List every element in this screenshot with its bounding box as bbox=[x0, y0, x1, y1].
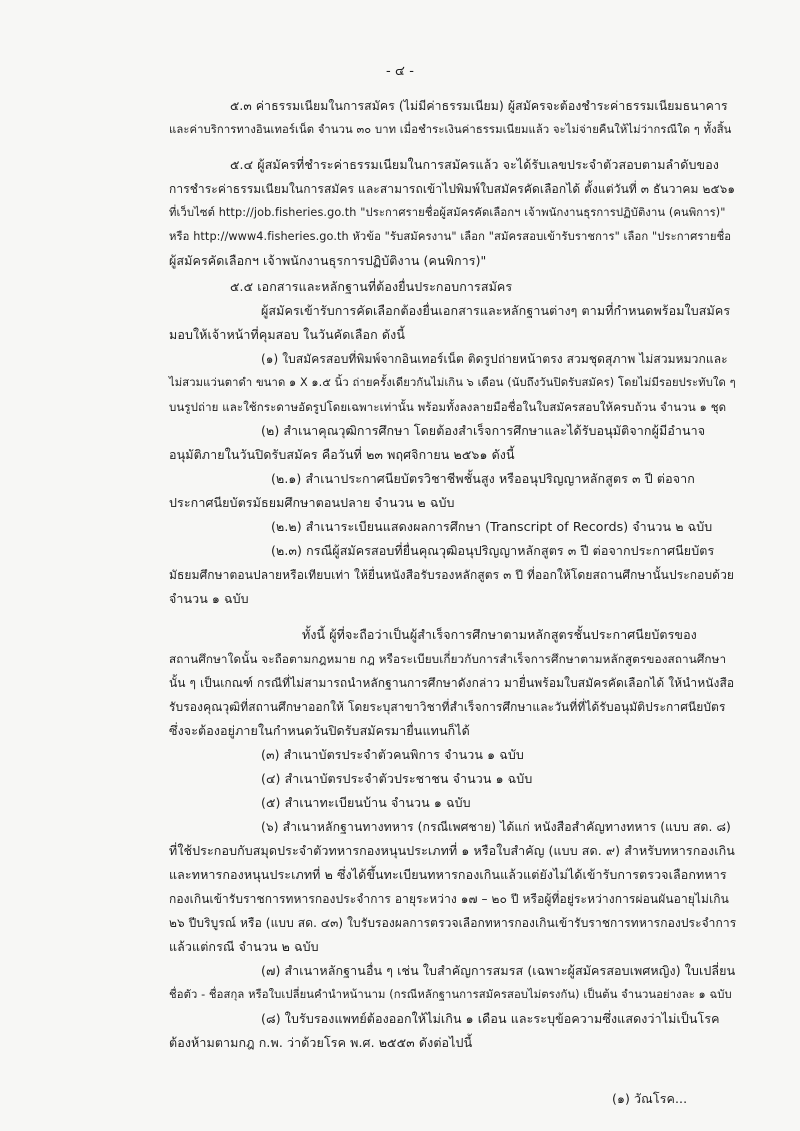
text-line: และค่าบริการทางอินเทอร์เน็ต จำนวน ๓๐ บาท เมื่อชำระเงินค่าธรรมเนียมแล้ว จะไม่จ่ายคืนให้ไม่ว่ากรณีใด ๆ ทั้งสิ้น bbox=[169, 123, 732, 136]
text-line: ทั้งนี้ ผู้ที่จะถือว่าเป็นผู้สำเร็จการศึกษาตามหลักสูตรชั้นประกาศนียบัตรของ bbox=[302, 627, 697, 642]
text-line: (๒) สำเนาคุณวุฒิการศึกษา โดยต้องสำเร็จการศึกษาและได้รับอนุมัติจากผู้มีอำนาจ bbox=[261, 423, 706, 438]
text-line: ประกาศนียบัตรมัธยมศึกษาตอนปลาย จำนวน ๒ ฉบับ bbox=[169, 495, 455, 510]
text-line: (๓) สำเนาบัตรประจำตัวคนพิการ จำนวน ๑ ฉบับ bbox=[261, 747, 524, 762]
text-line: ที่ใช้ประกอบกับสมุดประจำตัวทหารกองหนุนประเภทที่ ๑ หรือใบสำคัญ (แบบ สด. ๙) สำหรับทหารกองเกิน bbox=[169, 843, 735, 858]
text-line: (๔) สำเนาบัตรประจำตัวประชาชน จำนวน ๑ ฉบับ bbox=[261, 771, 533, 786]
text-line: ๕.๓ ค่าธรรมเนียมในการสมัคร (ไม่มีค่าธรรมเนียม) ผู้สมัครจะต้องชำระค่าธรรมเนียมธนาคาร bbox=[230, 99, 728, 113]
text-line: อนุมัติภายในวันปิดรับสมัคร คือวันที่ ๒๓ พฤศจิกายน ๒๕๖๑ ดังนี้ bbox=[169, 447, 515, 462]
text-line: จำนวน ๑ ฉบับ bbox=[169, 591, 249, 606]
text-line: หรือ http://www4.fisheries.go.th หัวข้อ "รับสมัครงาน" เลือก "สมัครสอบเข้ารับราชการ" เลือก "ประกาศรายชื่อ bbox=[169, 230, 732, 243]
text-line: สถานศึกษาใดนั้น จะถือตามกฎหมาย กฎ หรือระเบียบเกี่ยวกับการสำเร็จการศึกษาตามหลักสูตรของสถานศึกษา bbox=[169, 652, 727, 666]
text-line: ที่เว็บไซต์ http://job.fisheries.go.th "ประกาศรายชื่อผู้สมัครคัดเลือกฯ เจ้าพนักงานธุรการปฏิบัติงาน (คนพิการ)" bbox=[169, 206, 726, 219]
text-line: มอบให้เจ้าหน้าที่คุมสอบ ในวันคัดเลือก ดังนี้ bbox=[169, 327, 405, 342]
text-line: (๒.๓) กรณีผู้สมัครสอบที่ยื่นคุณวุฒิอนุปริญญาหลักสูตร ๓ ปี ต่อจากประกาศนียบัตร bbox=[271, 543, 715, 558]
section-heading: ๕.๕ เอกสารและหลักฐานที่ต้องยื่นประกอบการสมัคร bbox=[230, 279, 513, 294]
text-line: (๘) ใบรับรองแพทย์ต้องออกให้ไม่เกิน ๑ เดือน และระบุข้อความซึ่งแสดงว่าไม่เป็นโรค bbox=[261, 1011, 720, 1026]
text-line: แล้วแต่กรณี จำนวน ๒ ฉบับ bbox=[169, 939, 319, 954]
text-line: (๖) สำเนาหลักฐานทางทหาร (กรณีเพศชาย) ได้แก่ หนังสือสำคัญทางทหาร (แบบ สด. ๘) bbox=[261, 820, 731, 834]
text-line: มัธยมศึกษาตอนปลายหรือเทียบเท่า ให้ยื่นหนังสือรับรองหลักสูตร ๓ ปี ที่ออกให้โดยสถานศึกษานั้นประกอบด้วย bbox=[169, 568, 735, 582]
text-line: (๑) ใบสมัครสอบที่พิมพ์จากอินเทอร์เน็ต ติดรูปถ่ายหน้าตรง สวมชุดสุภาพ ไม่สวมหมวกและ bbox=[261, 352, 728, 366]
text-line: ๕.๔ ผู้สมัครที่ชำระค่าธรรมเนียมในการสมัครแล้ว จะได้รับเลขประจำตัวสอบตามลำดับของ bbox=[230, 157, 720, 172]
page-number: - ๔ - bbox=[386, 64, 414, 79]
text-line: ไม่สวมแว่นตาดำ ขนาด ๑ X ๑.๕ นิ้ว ถ่ายครั้งเดียวกันไม่เกิน ๖ เดือน (นับถึงวันปิดรับสมัคร) โดยไม่มีรอยประทับใด ๆ bbox=[169, 376, 736, 389]
text-line: ต้องห้ามตามกฎ ก.พ. ว่าด้วยโรค พ.ศ. ๒๕๕๓ ดังต่อไปนี้ bbox=[169, 1035, 473, 1050]
text-line: ผู้สมัครเข้ารับการคัดเลือกต้องยื่นเอกสารและหลักฐานต่างๆ ตามที่กำหนดพร้อมใบสมัคร bbox=[261, 303, 731, 318]
text-line: ซึ่งจะต้องอยู่ภายในกำหนดวันปิดรับสมัครมายื่นแทนก็ได้ bbox=[169, 723, 470, 738]
text-line: (๕) สำเนาทะเบียนบ้าน จำนวน ๑ ฉบับ bbox=[261, 795, 471, 810]
text-line: บนรูปถ่าย และใช้กระดาษอัดรูปโดยเฉพาะเท่านั้น พร้อมทั้งลงลายมือชื่อในใบสมัครสอบให้ครบถ้วน จำนวน ๑ ชุด bbox=[169, 400, 727, 414]
text-line: และทหารกองหนุนประเภทที่ ๒ ซึ่งได้ขึ้นทะเบียนทหารกองเกินแล้วแต่ยังไม่ได้เข้ารับการตรวจเลือกทหาร bbox=[169, 867, 727, 882]
text-line: ชื่อตัว - ชื่อสกุล หรือใบเปลี่ยนคำนำหน้านาม (กรณีหลักฐานการสมัครสอบไม่ตรงกัน) เป็นต้น จำนวนอย่างละ ๑ ฉบับ bbox=[169, 988, 732, 1001]
continuation-footer: (๑) วัณโรค... bbox=[612, 1091, 688, 1106]
text-line: การชำระค่าธรรมเนียมในการสมัคร และสามารถเข้าไปพิมพ์ใบสมัครคัดเลือกได้ ตั้งแต่วันที่ ๓ ธันวาคม ๒๕๖๑ bbox=[169, 182, 736, 196]
text-line: (๗) สำเนาหลักฐานอื่น ๆ เช่น ใบสำคัญการสมรส (เฉพาะผู้สมัครสอบเพศหญิง) ใบเปลี่ยน bbox=[261, 963, 736, 978]
text-line: ผู้สมัครคัดเลือกฯ เจ้าพนักงานธุรการปฏิบัติงาน (คนพิการ)" bbox=[169, 253, 487, 268]
text-line: (๒.๒) สำเนาระเบียนแสดงผลการศึกษา (Transcript of Records) จำนวน ๒ ฉบับ bbox=[271, 519, 713, 534]
text-line: ๒๖ ปีบริบูรณ์ หรือ (แบบ สด. ๔๓) ใบรับรองผลการตรวจเลือกทหารกองเกินเข้ารับราชการทหารกองประจำการ bbox=[169, 916, 737, 930]
text-line: กองเกินเข้ารับราชการทหารกองประจำการ อายุระหว่าง ๑๗ – ๒๐ ปี หรือผู้ที่อยู่ระหว่างการผ่อนผันอายุไม่เกิน bbox=[169, 892, 729, 906]
text-line: รับรองคุณวุฒิที่สถานศึกษาออกให้ โดยระบุสาขาวิชาที่สำเร็จการศึกษาและวันที่ที่ได้รับอนุมัติประกาศนียบัตร bbox=[169, 700, 726, 714]
text-line: (๒.๑) สำเนาประกาศนียบัตรวิชาชีพชั้นสูง หรืออนุปริญญาหลักสูตร ๓ ปี ต่อจาก bbox=[271, 471, 695, 486]
text-line: นั้น ๆ เป็นเกณฑ์ กรณีที่ไม่สามารถนำหลักฐานการศึกษาดังกล่าว มายื่นพร้อมใบสมัครคัดเลือกได้ ให้นำหนังสือ bbox=[169, 676, 735, 690]
